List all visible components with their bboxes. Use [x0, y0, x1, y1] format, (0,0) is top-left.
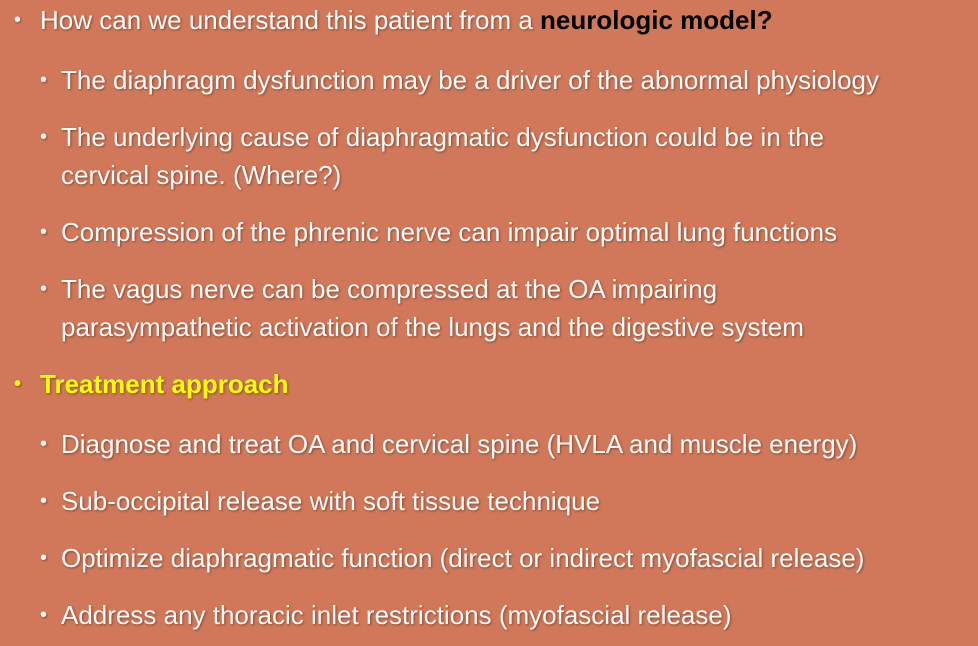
bullet-icon: • [40, 433, 48, 455]
bullet-icon: • [40, 604, 48, 626]
list-item: Diagnose and treat OA and cervical spine (HVLA and muscle energy) [61, 429, 858, 459]
bullet-icon: • [40, 126, 48, 148]
list-item: The diaphragm dysfunction may be a driver of the abnormal physiology [61, 65, 879, 95]
bullet-icon: • [40, 547, 48, 569]
section2-heading: Treatment approach [40, 369, 289, 399]
list-item: The underlying cause of diaphragmatic dysfunction could be in the [61, 122, 825, 152]
list-item: Optimize diaphragmatic function (direct or indirect myofascial release) [61, 543, 865, 573]
bullet-icon: • [40, 221, 48, 243]
section1-heading-suffix: ? [756, 5, 773, 35]
section1-heading [40, 0, 773, 40]
list-item-continuation: parasympathetic activation of the lungs and the digestive system [61, 312, 804, 342]
list-item: Address any thoracic inlet restrictions (myofascial release) [61, 600, 732, 630]
list-item-continuation: cervical spine. (Where?) [61, 160, 342, 190]
list-item: Sub-occipital release with soft tissue technique [61, 486, 601, 516]
bullet-icon: • [14, 9, 22, 31]
list-item: The vagus nerve can be compressed at the OA impairing [61, 274, 718, 304]
section1-heading-emphasis: neurologic model [540, 5, 757, 35]
section1-heading-prefix: How can we understand this patient from a [40, 5, 541, 35]
bullet-icon: • [14, 373, 22, 395]
list-item: Compression of the phrenic nerve can impair optimal lung functions [61, 217, 838, 247]
bullet-icon: • [40, 69, 48, 91]
bullet-icon: • [40, 278, 48, 300]
bullet-icon: • [40, 490, 48, 512]
